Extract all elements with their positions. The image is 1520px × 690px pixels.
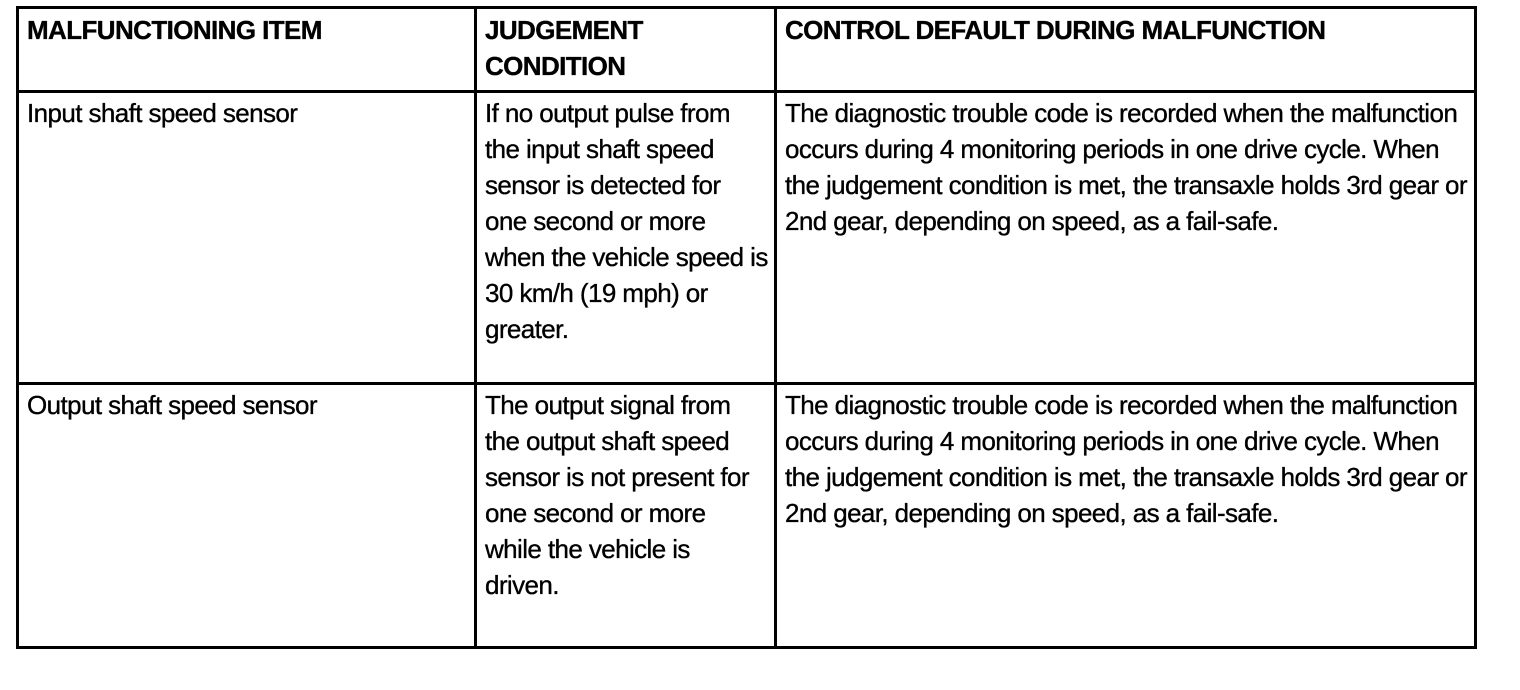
cell-judgement-condition: If no output pulse from the input shaft speed sensor is detected for one second or more when the vehicle speed is 30 km/h (19 mph) or greater.	[476, 92, 776, 384]
table-row	[18, 384, 1476, 648]
cell-control-default: The diagnostic trouble code is recorded when the malfunction occurs during 4 monitoring periods in one drive cycle. When the judgement condition is met, the transaxle holds 3rd gear or 2nd gear, depending on speed, as a fail-safe.	[776, 384, 1476, 648]
cell-judgement-condition: The output signal from the output shaft speed sensor is not present for one second or more while the vehicle is driven.	[476, 384, 776, 648]
cell-control-default: The diagnostic trouble code is recorded when the malfunction occurs during 4 monitoring periods in one drive cycle. When the judgement condition is met, the transaxle holds 3rd gear or 2nd gear, depending on speed, as a fail-safe.	[776, 92, 1476, 384]
table-header-row	[18, 8, 1476, 92]
table-row	[18, 92, 1476, 384]
cell-malfunctioning-item: Input shaft speed sensor	[18, 92, 476, 384]
header-malfunctioning-item: MALFUNCTIONING ITEM	[18, 8, 476, 92]
cell-malfunctioning-item: Output shaft speed sensor	[18, 384, 476, 648]
malfunction-table	[16, 6, 1477, 649]
header-judgement-condition: JUDGEMENT CONDITION	[476, 8, 776, 92]
malfunction-table-container	[16, 6, 1477, 649]
header-control-default: CONTROL DEFAULT DURING MALFUNCTION	[776, 8, 1476, 92]
